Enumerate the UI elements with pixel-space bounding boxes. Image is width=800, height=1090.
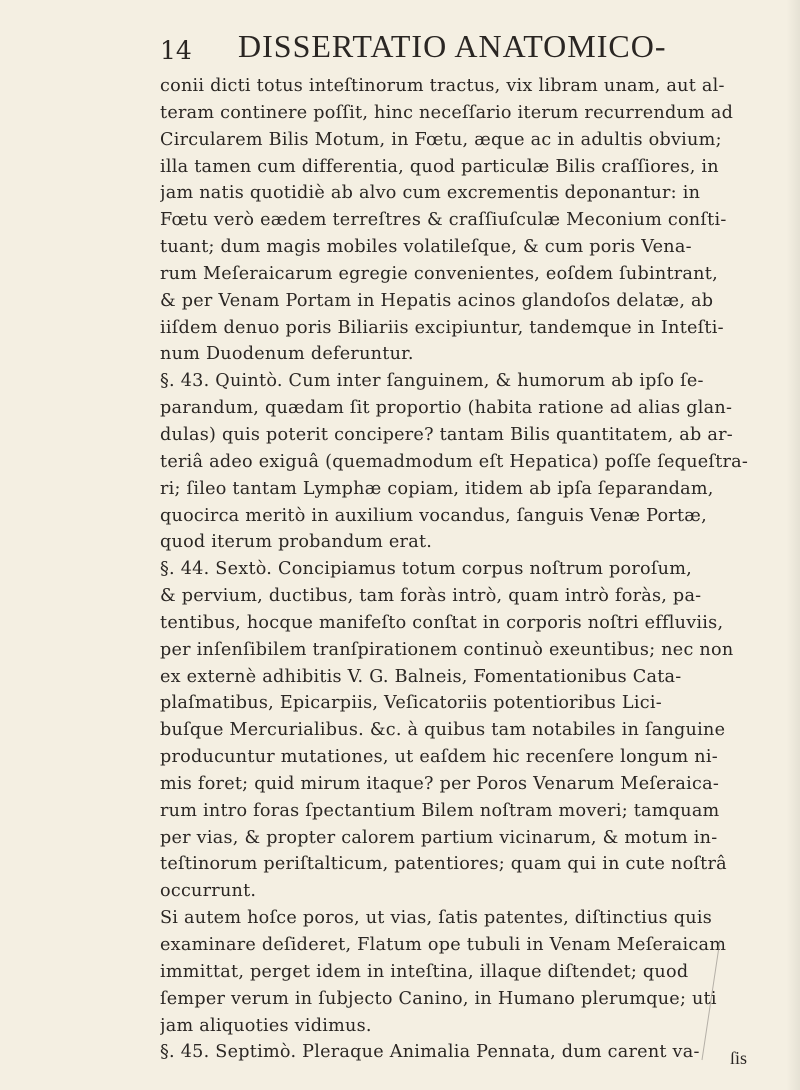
text-line: producuntur mutationes, ut eaſdem hic recenſere longum ni-	[160, 747, 718, 768]
text-line: immittat, perget idem in inteſtina, illaque diſtendet; quod	[160, 961, 689, 982]
text-line: ri; ſileo tantam Lymphæ copiam, itidem ab ipſa ſeparandam,	[160, 478, 714, 499]
text-line: rum intro foras ſpectantium Bilem noſtram moveri; tamquam	[160, 800, 720, 821]
pencil-stroke-mark	[680, 940, 740, 1080]
text-line: quocirca meritò in auxilium vocandus, ſanguis Venæ Portæ,	[160, 505, 707, 526]
text-line: quod iterum probandum erat.	[160, 532, 433, 553]
text-line: illa tamen cum differentia, quod particulæ Bilis craſſiores, in	[160, 156, 719, 177]
text-line: buſque Mercurialibus. &c. à quibus tam notabiles in ſanguine	[160, 720, 726, 741]
text-line: Circularem Bilis Motum, in Fœtu, æque ac in adultis obvium;	[160, 129, 722, 150]
page-edge-shadow	[786, 0, 800, 1090]
text-line: ex externè adhibitis V. G. Balneis, Fomentationibus Cata-	[160, 666, 682, 687]
body-text	[160, 73, 772, 1066]
text-line: plaſmatibus, Epicarpiis, Veſicatoriis potentioribus Lici-	[160, 693, 662, 714]
text-line: conii dicti totus inteſtinorum tractus, vix libram unam, aut al-	[160, 76, 725, 96]
text-line: & per Venam Portam in Hepatis acinos glandoſos delatæ, ab	[160, 290, 714, 311]
running-head	[160, 28, 720, 68]
text-line: tentibus, hocque manifeſto conſtat in corporis noſtri effluviis,	[160, 612, 724, 633]
text-line: mis foret; quid mirum itaque? per Poros Venarum Meſeraica-	[160, 773, 720, 794]
text-line: examinare deſideret, Flatum ope tubuli in Venam Meſeraicam	[160, 935, 727, 955]
text-line: teram continere poſſit, hinc neceſſario iterum recurrendum ad	[160, 102, 734, 123]
text-line: iiſdem denuo poris Biliariis excipiuntur, tandemque in Inteſti-	[160, 317, 724, 338]
text-line: & pervium, ductibus, tam foràs intrò, quam intrò foràs, pa-	[160, 586, 702, 607]
text-line: tuant; dum magis mobiles volatileſque, & cum poris Vena-	[160, 237, 692, 258]
catchword: ſis	[730, 1048, 748, 1068]
text-line: dulas) quis poterit concipere? tantam Bilis quantitatem, ab ar-	[160, 424, 733, 445]
text-line: num Duodenum deferuntur.	[160, 344, 414, 365]
text-line: ſemper verum in ſubjecto Canino, in Humano plerumque; uti	[160, 988, 717, 1009]
text-line: occurrunt.	[160, 881, 257, 902]
text-line: teriâ adeo exiguâ (quemadmodum eſt Hepatica) poſſe ſequeſtra-	[160, 451, 749, 472]
text-line: per inſenſibilem tranſpirationem continuò exeuntibus; nec non	[160, 639, 734, 660]
text-line: Fœtu verò eædem terreſtres & craſſiuſculæ Meconium conſti-	[160, 210, 727, 231]
page-number: 14	[160, 36, 192, 65]
text-line: jam aliquoties vidimus.	[160, 1015, 372, 1036]
text-line: rum Meſeraicarum egregie convenientes, eoſdem ſubintrant,	[160, 263, 718, 284]
running-title: DISSERTATIO ANATOMICO-	[238, 28, 667, 64]
text-line: parandum, quædam ſit proportio (habita ratione ad alias glan-	[160, 398, 733, 419]
text-line: Si autem hoſce poros, ut vias, ſatis patentes, diſtinctius quis	[160, 908, 712, 929]
text-line: teſtinorum periſtalticum, patentiores; quam qui in cute noſtrâ	[160, 854, 727, 875]
text-line: jam natis quotidiè ab alvo cum excrementis deponantur: in	[160, 183, 701, 204]
text-line: per vias, & propter calorem partium vicinarum, & motum in-	[160, 827, 718, 848]
text-line: §. 45. Septimò. Pleraque Animalia Pennata, dum carent va-	[160, 1042, 700, 1063]
text-line: §. 43. Quintò. Cum inter ſanguinem, & humorum ab ipſo ſe-	[160, 371, 704, 392]
text-line: §. 44. Sextò. Concipiamus totum corpus noſtrum poroſum,	[160, 559, 693, 580]
